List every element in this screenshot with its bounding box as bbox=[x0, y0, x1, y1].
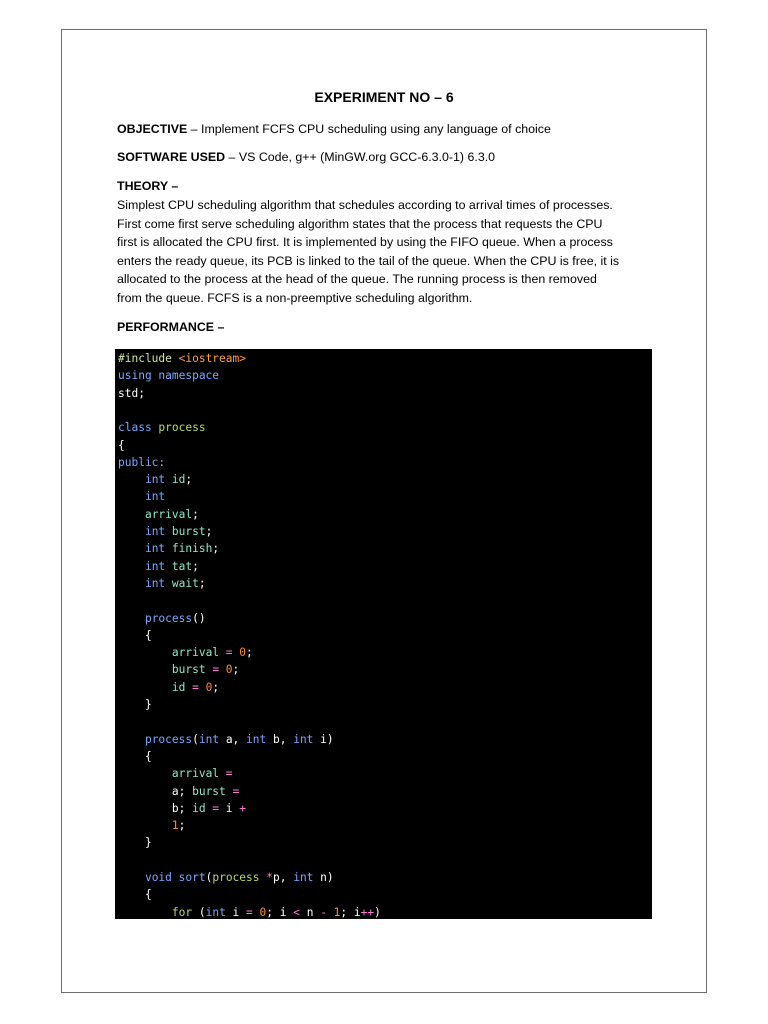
code-token: = bbox=[246, 905, 260, 919]
code-line bbox=[118, 783, 239, 800]
code-token: int bbox=[144, 525, 172, 538]
code-token: a; bbox=[118, 784, 193, 798]
code-token: int bbox=[144, 542, 172, 556]
code-token: burst bbox=[171, 663, 206, 677]
code-line bbox=[118, 523, 212, 540]
code-token: ; bbox=[178, 819, 186, 833]
code-token: ( bbox=[205, 871, 213, 884]
code-token bbox=[118, 733, 145, 746]
code-token: a, bbox=[225, 732, 247, 746]
code-token bbox=[118, 508, 145, 521]
code-line bbox=[118, 644, 253, 661]
code-token bbox=[118, 663, 172, 676]
code-token: wait bbox=[171, 576, 199, 590]
code-token: 0 bbox=[259, 905, 267, 919]
code-line bbox=[118, 488, 165, 505]
objective-label: OBJECTIVE bbox=[117, 122, 188, 136]
code-token: process bbox=[144, 611, 193, 625]
code-token: id bbox=[171, 473, 186, 487]
code-token: public: bbox=[118, 455, 166, 469]
code-token: int bbox=[144, 473, 172, 487]
code-line bbox=[118, 558, 199, 575]
code-token: process bbox=[158, 421, 206, 435]
code-line bbox=[118, 696, 152, 713]
code-token: i) bbox=[320, 732, 334, 746]
code-block bbox=[115, 349, 652, 919]
code-token bbox=[118, 646, 172, 659]
code-token: <iostream> bbox=[178, 352, 246, 365]
code-token: = bbox=[205, 663, 226, 677]
code-token bbox=[118, 871, 145, 884]
code-token bbox=[118, 490, 145, 503]
code-token: ; bbox=[192, 559, 199, 573]
code-token: - bbox=[320, 905, 334, 919]
code-token: { bbox=[118, 749, 152, 763]
code-token: = bbox=[205, 801, 226, 815]
code-token: n bbox=[306, 905, 321, 919]
code-line bbox=[118, 367, 219, 384]
code-token bbox=[118, 560, 145, 573]
code-token: ; i bbox=[266, 905, 294, 919]
code-token: burst bbox=[192, 784, 226, 798]
code-token: int bbox=[144, 490, 166, 504]
code-line bbox=[118, 731, 334, 748]
code-token bbox=[118, 542, 145, 555]
code-token: process bbox=[144, 732, 193, 746]
code-token: } bbox=[118, 698, 152, 711]
code-token: arrival bbox=[171, 646, 220, 660]
code-token: int bbox=[144, 559, 172, 573]
code-line bbox=[118, 627, 152, 644]
code-token: ; bbox=[205, 525, 213, 538]
theory-line: allocated to the process at the head of the queue. The running process is then removed bbox=[117, 272, 597, 286]
performance-heading: PERFORMANCE – bbox=[117, 320, 225, 334]
code-token: void bbox=[144, 871, 179, 884]
objective-line bbox=[117, 120, 637, 139]
code-token: ( bbox=[198, 905, 206, 919]
code-token: 0 bbox=[205, 680, 213, 694]
code-token bbox=[118, 906, 172, 919]
code-token: 0 bbox=[225, 663, 233, 677]
code-token: b, bbox=[272, 732, 294, 746]
theory-paragraph bbox=[117, 196, 657, 307]
code-token: int bbox=[205, 905, 233, 919]
code-token: tat bbox=[171, 559, 193, 573]
code-token: int bbox=[246, 732, 273, 746]
software-line bbox=[117, 148, 637, 167]
code-token: { bbox=[118, 438, 125, 452]
code-token: ( bbox=[192, 732, 199, 746]
code-token: n) bbox=[320, 871, 334, 884]
code-token: = bbox=[185, 680, 206, 694]
code-token: class bbox=[118, 421, 159, 435]
code-line bbox=[118, 575, 206, 592]
code-token: ; bbox=[192, 507, 199, 521]
code-line bbox=[118, 904, 381, 919]
code-token: for bbox=[171, 905, 199, 919]
code-token bbox=[118, 577, 145, 590]
code-token: p, bbox=[272, 871, 294, 884]
code-token: ; bbox=[212, 542, 220, 556]
code-line bbox=[118, 661, 239, 678]
code-token: { bbox=[118, 888, 152, 902]
code-token: i bbox=[225, 801, 240, 815]
code-token: sort bbox=[178, 871, 206, 884]
code-token: * bbox=[266, 871, 273, 884]
code-token: burst bbox=[171, 525, 206, 538]
code-token bbox=[118, 681, 172, 694]
code-token: using namespace bbox=[118, 369, 220, 383]
code-token: } bbox=[118, 836, 152, 850]
code-token: { bbox=[118, 628, 152, 642]
code-token bbox=[118, 819, 172, 832]
code-line bbox=[118, 679, 219, 696]
objective-text: – Implement FCFS CPU scheduling using any language of choice bbox=[187, 122, 551, 136]
code-token: = bbox=[219, 767, 233, 781]
code-token: int bbox=[144, 576, 172, 590]
code-line bbox=[118, 385, 145, 402]
code-token bbox=[118, 612, 145, 625]
code-token: #include bbox=[118, 352, 179, 365]
code-line bbox=[118, 817, 185, 834]
code-line bbox=[118, 834, 152, 851]
code-token: int bbox=[293, 871, 321, 884]
code-line bbox=[118, 419, 206, 436]
code-line bbox=[118, 437, 125, 454]
software-text: – VS Code, g++ (MinGW.org GCC-6.3.0-1) 6.3.0 bbox=[225, 150, 496, 164]
code-line bbox=[118, 610, 206, 627]
code-token: id bbox=[171, 680, 186, 694]
code-token: () bbox=[192, 611, 206, 625]
page-title: EXPERIMENT NO – 6 bbox=[314, 89, 454, 105]
code-token: ; bbox=[198, 576, 206, 590]
code-token: = bbox=[219, 646, 240, 660]
code-token: ; bbox=[185, 473, 193, 487]
code-token: 0 bbox=[239, 646, 247, 660]
code-token bbox=[118, 525, 145, 538]
theory-line: enters the ready queue, its PCB is linked to the tail of the queue. When the CPU is free, it is bbox=[117, 253, 620, 268]
code-line bbox=[118, 765, 233, 782]
code-token bbox=[118, 767, 172, 780]
code-token: std; bbox=[118, 386, 145, 400]
code-token: ++ bbox=[360, 905, 375, 919]
code-token: ; i bbox=[340, 905, 361, 919]
code-token: int bbox=[198, 732, 226, 746]
theory-line: first is allocated the CPU first. It is implemented by using the FIFO queue. When a process bbox=[117, 235, 613, 249]
code-line bbox=[118, 471, 192, 488]
theory-line: Simplest CPU scheduling algorithm that schedules according to arrival times of processes. bbox=[117, 198, 613, 212]
code-line bbox=[118, 869, 334, 886]
code-token: 1 bbox=[171, 819, 179, 833]
code-token: ; bbox=[232, 663, 240, 677]
code-token: int bbox=[293, 732, 321, 746]
code-token: + bbox=[239, 801, 247, 815]
software-label: SOFTWARE USED bbox=[117, 150, 226, 164]
theory-line: from the queue. FCFS is a non-preemptive scheduling algorithm. bbox=[117, 290, 473, 305]
code-line bbox=[118, 748, 152, 765]
code-token: id bbox=[192, 801, 206, 815]
code-token: process bbox=[212, 871, 267, 884]
code-token: ; bbox=[212, 680, 220, 694]
theory-line: First come first serve scheduling algorithm states that the process that requests the CPU bbox=[117, 216, 603, 231]
code-line bbox=[118, 886, 152, 903]
code-token: < bbox=[293, 905, 307, 919]
code-line bbox=[118, 800, 246, 817]
code-token: ; bbox=[246, 646, 253, 660]
code-token: arrival bbox=[171, 767, 220, 781]
code-token bbox=[118, 473, 145, 486]
code-token: finish bbox=[171, 542, 213, 556]
code-token: b; bbox=[118, 801, 193, 815]
code-token: 1 bbox=[333, 905, 341, 919]
code-line bbox=[118, 506, 199, 523]
code-token: = bbox=[225, 784, 240, 798]
code-token: i bbox=[232, 905, 247, 919]
theory-heading: THEORY – bbox=[117, 179, 179, 193]
code-line bbox=[118, 540, 219, 557]
code-token: ) bbox=[374, 905, 381, 919]
code-token: arrival bbox=[144, 507, 193, 521]
code-line bbox=[118, 350, 246, 367]
code-line bbox=[118, 454, 165, 471]
